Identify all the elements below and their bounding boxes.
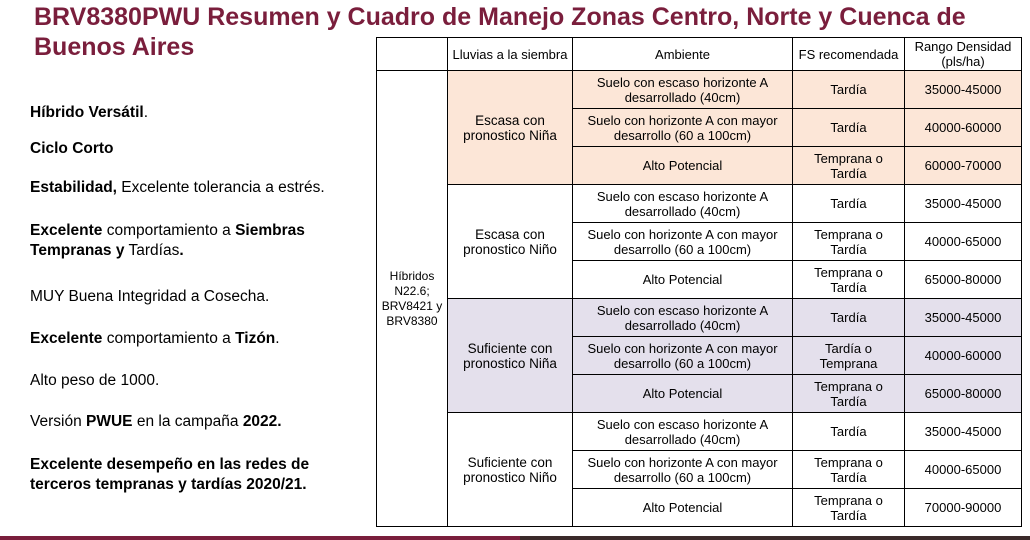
environment-cell: Suelo con horizonte A con mayor desarrollo (60 a 100cm) — [573, 451, 793, 489]
feature-item — [30, 221, 360, 261]
feature-item — [30, 139, 360, 159]
feature-item — [30, 455, 360, 495]
fs-cell: Temprana o Tardía — [793, 223, 905, 261]
table-row — [377, 71, 1022, 109]
feature-bold-3: . — [179, 242, 184, 259]
rain-cell: Escasa con pronostico Niño — [448, 185, 573, 299]
density-cell: 40000-60000 — [905, 337, 1022, 375]
feature-bold-2: Siembras Tempranas y — [30, 222, 305, 259]
header-cell-environment: Ambiente — [573, 38, 793, 71]
density-cell: 35000-45000 — [905, 71, 1022, 109]
feature-text: Excelente tolerancia a estrés. — [117, 179, 325, 196]
environment-cell: Alto Potencial — [573, 261, 793, 299]
density-cell: 40000-65000 — [905, 223, 1022, 261]
feature-bold: Estabilidad, — [30, 179, 117, 196]
feature-bold: Excelente — [30, 330, 103, 347]
density-cell: 35000-45000 — [905, 413, 1022, 451]
header-cell-rain: Lluvias a la siembra — [448, 38, 573, 71]
density-cell: 65000-80000 — [905, 261, 1022, 299]
feature-text-2: . — [275, 330, 280, 347]
feature-bold: Excelente — [30, 222, 103, 239]
feature-text-2: Tardías — [124, 242, 180, 259]
density-cell: 40000-65000 — [905, 451, 1022, 489]
fs-cell: Tardía — [793, 71, 905, 109]
feature-text: MUY Buena Integridad a Cosecha. — [30, 288, 270, 305]
fs-cell: Tardía — [793, 185, 905, 223]
fs-cell: Temprana o Tardía — [793, 147, 905, 185]
environment-cell: Suelo con escaso horizonte A desarrollado (40cm) — [573, 299, 793, 337]
environment-cell: Alto Potencial — [573, 375, 793, 413]
density-cell: 35000-45000 — [905, 299, 1022, 337]
density-cell: 35000-45000 — [905, 185, 1022, 223]
fs-cell: Temprana o Tardía — [793, 261, 905, 299]
fs-cell: Tardía — [793, 109, 905, 147]
table-row — [377, 299, 1022, 337]
hybrid-cell: Híbridos N22.6; BRV8421 y BRV8380 — [377, 71, 448, 527]
feature-text: Alto peso de 1000. — [30, 372, 160, 389]
feature-text: comportamiento a — [102, 222, 236, 239]
feature-text-2: en la campaña — [132, 413, 243, 430]
environment-cell: Alto Potencial — [573, 489, 793, 527]
environment-cell: Alto Potencial — [573, 147, 793, 185]
feature-bold-2: PWUE — [86, 413, 133, 430]
environment-cell: Suelo con escaso horizonte A desarrollado (40cm) — [573, 71, 793, 109]
header-cell-hybrid — [377, 38, 448, 71]
rain-cell: Suficiente con pronostico Niño — [448, 413, 573, 527]
table-row — [377, 413, 1022, 451]
environment-cell: Suelo con horizonte A con mayor desarrollo (60 a 100cm) — [573, 109, 793, 147]
environment-cell: Suelo con horizonte A con mayor desarrollo (60 a 100cm) — [573, 337, 793, 375]
density-cell: 65000-80000 — [905, 375, 1022, 413]
management-table — [376, 37, 1022, 527]
feature-bold: Ciclo Corto — [30, 140, 114, 157]
slide-title: BRV8380PWU Resumen y Cuadro de Manejo Zonas Centro, Norte y Cuenca de Buenos Aires — [34, 3, 966, 61]
fs-cell: Temprana o Tardía — [793, 489, 905, 527]
table-row — [377, 185, 1022, 223]
fs-cell: Temprana o Tardía — [793, 375, 905, 413]
feature-bold-3: 2022. — [242, 413, 282, 430]
rain-cell: Suficiente con pronostico Niña — [448, 299, 573, 413]
feature-bold-2: Tizón — [235, 330, 276, 347]
footer-bar — [0, 536, 1030, 540]
fs-cell: Tardía o Temprana — [793, 337, 905, 375]
density-cell: 60000-70000 — [905, 147, 1022, 185]
feature-item — [30, 287, 360, 307]
feature-item — [30, 371, 360, 391]
fs-cell: Tardía — [793, 413, 905, 451]
rain-cell: Escasa con pronostico Niña — [448, 71, 573, 185]
fs-cell: Tardía — [793, 299, 905, 337]
feature-item — [30, 178, 360, 198]
feature-bold: Excelente desempeño en las redes de terceros tempranas y tardías 2020/21. — [30, 456, 310, 493]
feature-item — [30, 103, 360, 123]
header-cell-fs: FS recomendada — [793, 38, 905, 71]
feature-text: comportamiento a — [102, 330, 236, 347]
density-cell: 40000-60000 — [905, 109, 1022, 147]
feature-item — [30, 329, 360, 349]
environment-cell: Suelo con horizonte A con mayor desarrollo (60 a 100cm) — [573, 223, 793, 261]
feature-text: Versión — [30, 413, 87, 430]
feature-text: . — [143, 104, 149, 121]
table-header-row — [377, 38, 1022, 71]
feature-item — [30, 412, 360, 432]
density-cell: 70000-90000 — [905, 489, 1022, 527]
environment-cell: Suelo con escaso horizonte A desarrollado (40cm) — [573, 185, 793, 223]
fs-cell: Temprana o Tardía — [793, 451, 905, 489]
environment-cell: Suelo con escaso horizonte A desarrollado (40cm) — [573, 413, 793, 451]
feature-bold: Híbrido Versátil — [30, 104, 144, 121]
header-cell-density: Rango Densidad (pls/ha) — [905, 38, 1022, 71]
